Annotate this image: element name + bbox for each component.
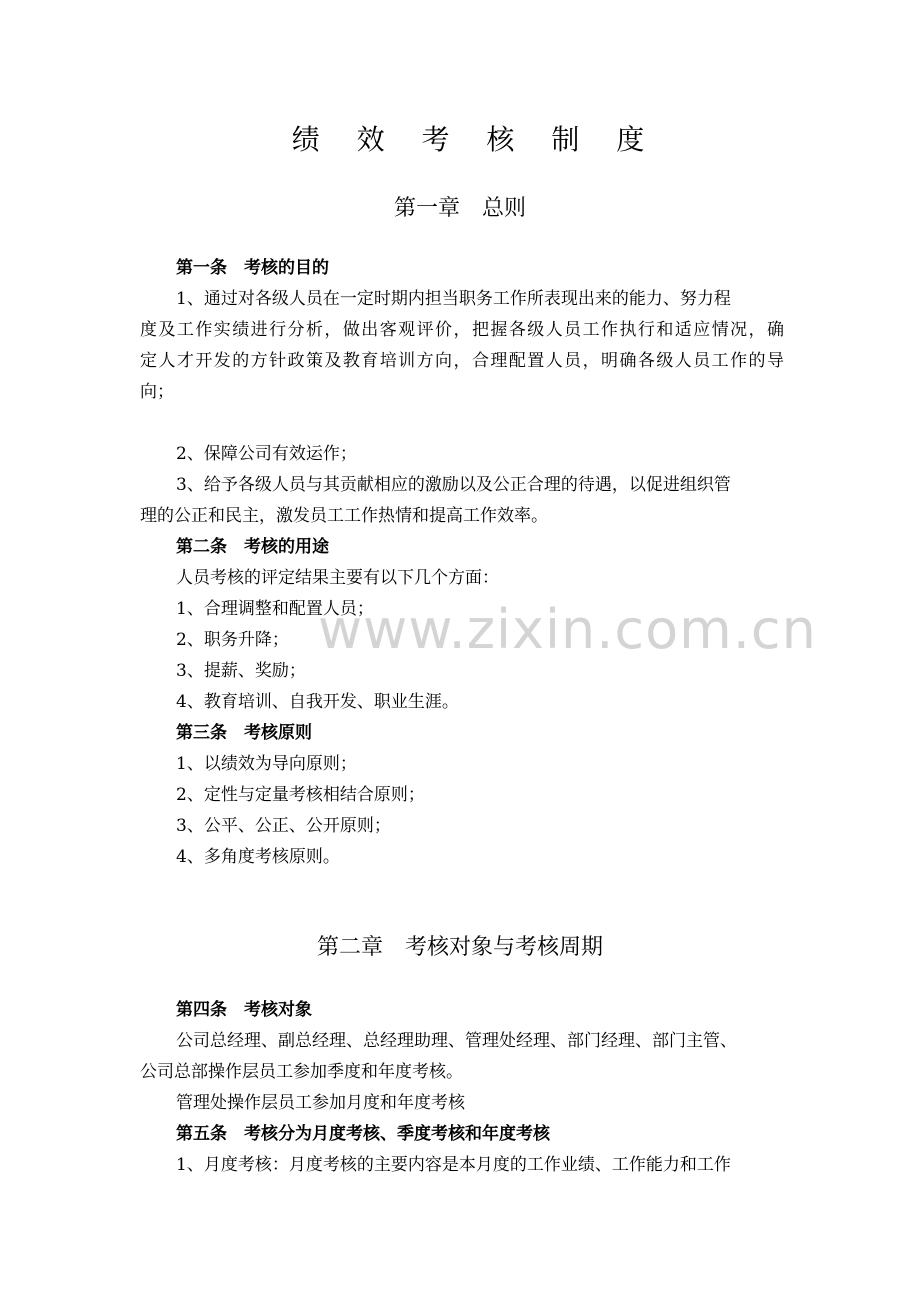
article-2-heading: 第二条 考核的用途	[176, 537, 329, 557]
chapter-2-heading: 第二章 考核对象与考核周期	[316, 935, 603, 960]
list-item: 3、公平、公正、公开原则；	[176, 816, 391, 836]
article-4-paragraph-1-line: 公司总经理、副总经理、总经理助理、管理处经理、部门经理、部门主管、	[176, 1031, 737, 1051]
chapter-1-body	[140, 253, 784, 873]
article-1-paragraph-1-line: 向；	[140, 382, 174, 402]
list-item: 2、职务升降；	[176, 630, 289, 650]
article-1-paragraph-2: 2、保障公司有效运作；	[176, 444, 357, 464]
list-item: 1、合理调整和配置人员；	[176, 599, 374, 619]
article-4-paragraph-2: 管理处操作层员工参加月度和年度考核	[176, 1093, 465, 1113]
article-4-paragraph-1-line: 公司总部操作层员工参加季度和年度考核。	[140, 1062, 463, 1082]
list-item: 1、以绩效为导向原则；	[176, 754, 357, 774]
article-4-heading: 第四条 考核对象	[176, 1000, 312, 1020]
article-2-intro: 人员考核的评定结果主要有以下几个方面：	[176, 568, 499, 588]
list-item: 4、多角度考核原则。	[176, 847, 340, 867]
document-title: 绩 效 考 核 制 度	[291, 123, 659, 156]
article-1-paragraph-3-line: 3、给予各级人员与其贡献相应的激励以及公正合理的待遇，以促进组织管	[176, 475, 731, 495]
watermark: www.zixin.com.cn	[318, 598, 817, 661]
article-5-heading: 第五条 考核分为月度考核、季度考核和年度考核	[176, 1124, 550, 1144]
article-5-paragraph-1: 1、月度考核：月度考核的主要内容是本月度的工作业绩、工作能力和工作	[176, 1155, 731, 1175]
article-1-paragraph-1-line: 度及工作实绩进行分析，做出客观评价，把握各级人员工作执行和适应情况，确	[140, 320, 784, 340]
article-1-paragraph-1-line: 定人才开发的方针政策及教育培训方向，合理配置人员，明确各级人员工作的导	[140, 351, 784, 371]
blank-line	[140, 408, 784, 439]
article-1-heading: 第一条 考核的目的	[176, 258, 329, 278]
list-item: 3、提薪、奖励；	[176, 661, 306, 681]
article-3-heading: 第三条 考核原则	[176, 723, 312, 743]
article-1-paragraph-3-line: 理的公正和民主，激发员工工作热情和提高工作效率。	[140, 506, 548, 526]
chapter-1-heading: 第一章 总则	[393, 196, 526, 221]
article-1-paragraph-1-line: 1、通过对各级人员在一定时期内担当职务工作所表现出来的能力、努力程	[176, 289, 731, 309]
list-item: 2、定性与定量考核相结合原则；	[176, 785, 425, 805]
list-item: 4、教育培训、自我开发、职业生涯。	[176, 692, 459, 712]
chapter-2-body	[140, 995, 784, 1181]
